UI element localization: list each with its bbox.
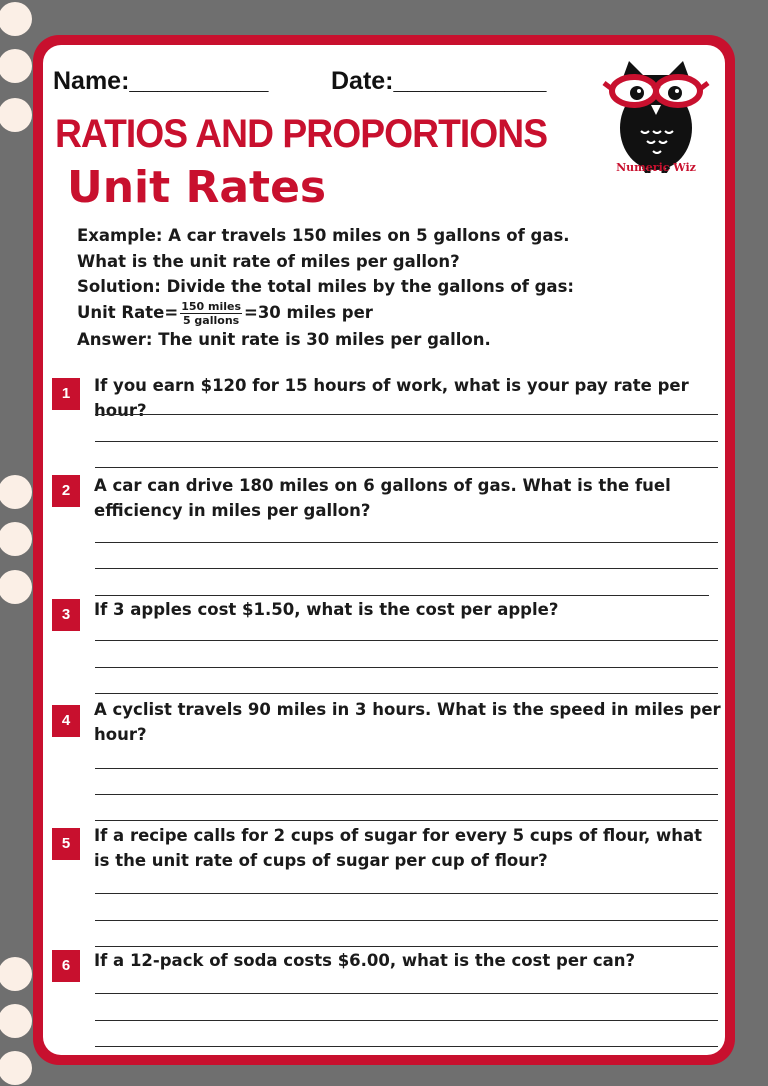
answer-line[interactable] [95,993,718,994]
example-line: What is the unit rate of miles per gallon? [77,251,460,271]
example-block [77,223,574,352]
question-number-badge: 4 [52,705,80,737]
binder-hole [0,2,32,36]
worksheet-frame [33,35,735,1065]
unit-rate-suffix: =30 miles per [244,302,373,322]
answer-line[interactable] [95,794,718,795]
page-title: RATIOS AND PROPORTIONS [55,112,548,156]
answer-line[interactable] [95,667,718,668]
question-text: A cyclist travels 90 miles in 3 hours. What is the speed in miles per hour? [94,700,721,744]
binder-hole [0,49,32,83]
answer-line[interactable] [95,920,718,921]
answer-line[interactable] [95,414,718,415]
question-text: If a recipe calls for 2 cups of sugar for every 5 cups of flour, what is the unit rate of cups of sugar per cup of flour? [94,826,703,870]
example-line: Example: A car travels 150 miles on 5 gallons of gas. [77,226,570,245]
binder-hole [0,475,32,509]
binder-hole [0,522,32,556]
answer-line[interactable] [95,820,718,821]
question-number-badge: 2 [52,475,80,507]
question-text: If you earn $120 for 15 hours of work, what is your pay rate per hour? [94,376,689,420]
binder-hole [0,98,32,132]
binder-hole [0,1051,32,1085]
answer-line[interactable] [95,1020,718,1021]
binder-hole [0,570,32,604]
brand-name: Numeric Wiz [616,161,696,174]
question-text: A car can drive 180 miles on 6 gallons of gas. What is the fuel efficiency in miles per gallon? [94,476,671,520]
answer-line[interactable] [95,568,718,569]
answer-line[interactable] [95,768,718,769]
unit-rate-line [77,300,574,327]
answer-line[interactable] [95,441,718,442]
answer-line[interactable] [95,946,718,947]
owl-logo-icon [601,53,711,173]
worksheet-page [43,45,725,1055]
example-line: Solution: Divide the total miles by the gallons of gas: [77,277,574,296]
unit-rate-fraction [180,300,242,327]
question-text: If a 12-pack of soda costs $6.00, what is the cost per can? [94,951,636,970]
question-text: If 3 apples cost $1.50, what is the cost per apple? [94,600,559,619]
date-field[interactable]: Date:___________ [331,67,547,95]
question-number-badge: 5 [52,828,80,860]
question-number-badge: 6 [52,950,80,982]
name-field[interactable]: Name:__________ [53,67,269,95]
fraction-denominator: 5 gallons [182,313,240,327]
answer-line[interactable] [95,640,718,641]
answer-line[interactable] [95,542,718,543]
answer-line[interactable] [95,693,718,694]
page-subtitle: Unit Rates [67,162,327,213]
unit-rate-prefix: Unit Rate= [77,302,179,322]
fraction-numerator: 150 miles [181,299,241,313]
question-number-badge: 3 [52,599,80,631]
answer-line[interactable] [95,893,718,894]
question-number-badge: 1 [52,378,80,410]
answer-line[interactable] [95,1046,718,1047]
example-answer: Answer: The unit rate is 30 miles per gallon. [77,329,491,349]
answer-line[interactable] [95,467,718,468]
binder-hole [0,1004,32,1038]
binder-hole [0,957,32,991]
answer-line[interactable] [95,595,709,596]
